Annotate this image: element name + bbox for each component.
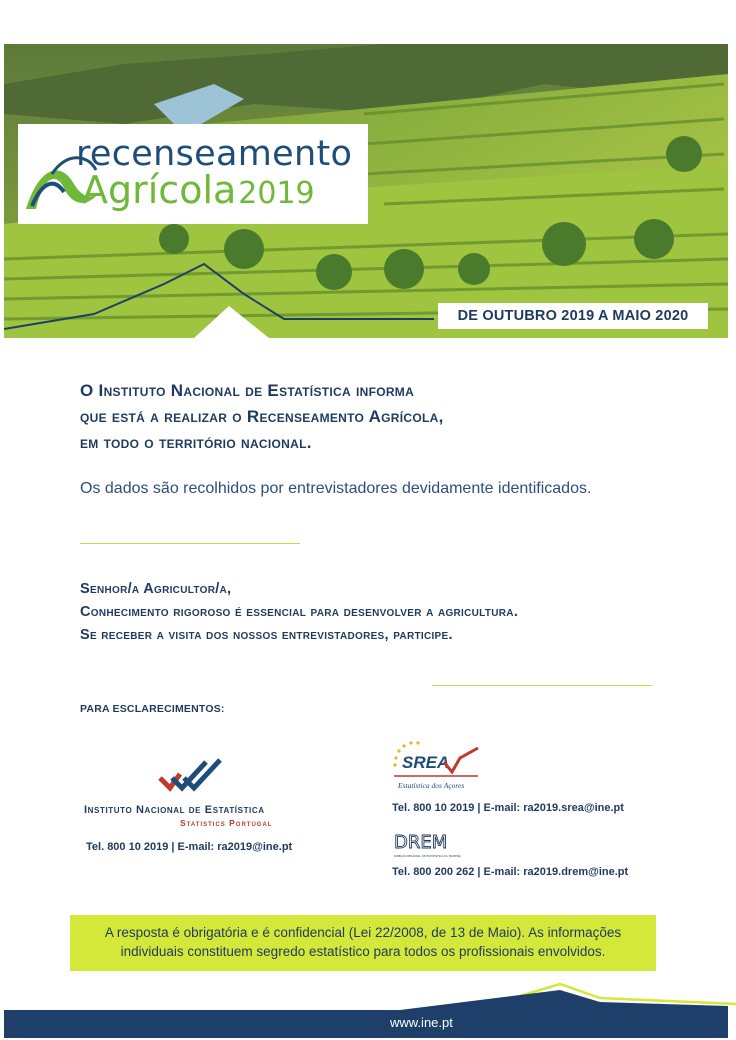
drem-logo-text: DREM [394,832,448,853]
footer-mountain-line [0,980,736,1010]
srea-logo-sub: Estatística dos Açores [398,781,465,790]
clarification-label: PARA ESCLARECIMENTOS: [80,703,225,715]
title-year: 2019 [238,176,315,211]
intro-line-2: que está a realizar o Recenseamento Agrícola, [80,407,444,426]
legal-notice [70,915,656,971]
census-period: DE OUTUBRO 2019 A MAIO 2020 [438,303,708,329]
ine-contact: Tel. 800 10 2019 | E-mail: ra2019@ine.pt [86,841,293,853]
farmer-appeal [80,578,680,647]
farmer-line-2: Conhecimento rigoroso é essencial para desenvolver a agricultura. [80,604,519,620]
legal-line-2: individuais constituem segredo estatístico para todos os profissionais envolvidos. [120,944,606,959]
farmer-line-3: Se receber a visita dos nossos entrevistadores, participe. [80,627,453,643]
census-title-box [18,124,368,224]
divider-right [432,685,652,686]
intro-statement [80,378,680,456]
srea-contact: Tel. 800 10 2019 | E-mail: ra2019.srea@ine.pt [392,802,624,814]
intro-line-1: O Instituto Nacional de Estatística informa [80,381,415,400]
footer-bar [4,1010,728,1038]
ine-subtitle: Statistics Portugal [180,818,273,828]
intro-line-3: em todo o território nacional. [80,433,312,452]
drem-logo [392,830,472,860]
data-collection-note: Os dados são recolhidos por entrevistadores devidamente identificados. [80,480,592,497]
srea-logo-text: SREA [402,753,450,772]
title-agricola-word: Agrícola [82,168,237,212]
title-agricola [82,168,315,212]
legal-line-1: A resposta é obrigatória e é confidencial (Lei 22/2008, de 13 de Maio). As informações [104,925,622,940]
ine-logo-icon [156,756,226,796]
divider-left [80,543,300,544]
farmer-line-1: Senhor/a Agricultor/a, [80,581,232,597]
title-recenseamento: recenseamento [76,134,353,174]
ine-name: Instituto Nacional de Estatística [84,804,265,816]
hero-banner [4,44,728,338]
srea-logo [390,738,484,796]
footer-website-link[interactable]: www.ine.pt [390,1015,453,1030]
drem-contact: Tel. 800 200 262 | E-mail: ra2019.drem@ine.pt [392,866,629,878]
drem-logo-sub: DIREÇÃO REGIONAL DE ESTATÍSTICA DA MADEIRA [394,854,462,858]
